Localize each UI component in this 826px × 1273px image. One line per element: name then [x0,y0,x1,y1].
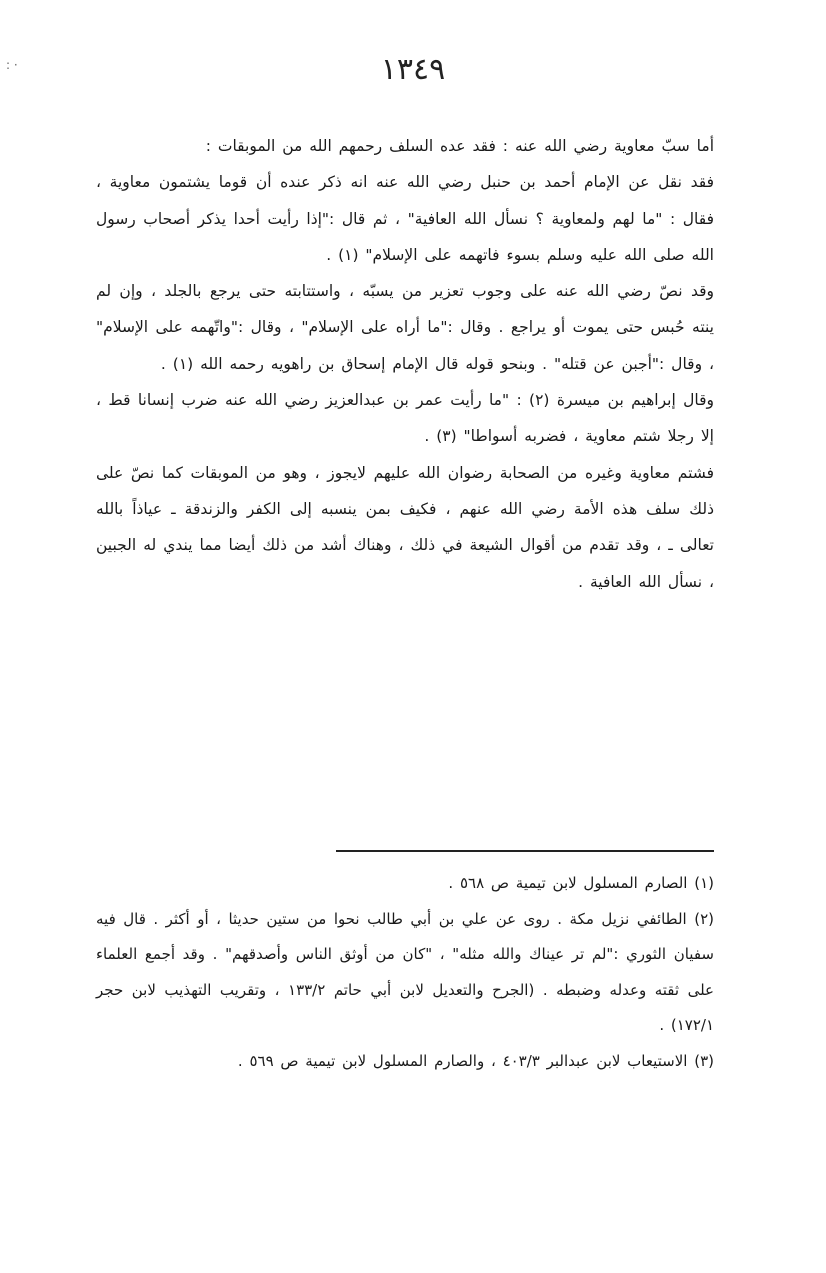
footnote-divider [336,850,714,852]
paragraph: أما سبّ معاوية رضي الله عنه : فقد عده السلف رحمهم الله من الموبقات : [205,137,714,155]
footnote: (٢) الطائفي نزيل مكة . روى عن علي بن أبي طالب نحوا من ستين حديثا ، أو أكثر . قال فيه سفيان الثوري :"لم تر عيناك والله مثله" ، "كان من أوثق الناس وأصدقهم" . وقد أجمع العلماء على ثقته وعدله وضبطه . (الجرح والتعديل لابن أبي حاتم ١٣٣/٢ ، وتقريب التهذيب لابن حجر ١٧٢/١) . [96,909,715,1034]
main-text [96,128,714,600]
paragraph: فشتم معاوية وغيره من الصحابة رضوان الله عليهم لايجوز ، وهو من الموبقات كما نصّ على ذلك سلف هذه الأمة رضي الله عنهم ، فكيف بمن ينسبه إلى الكفر والزندقة ـ عياذاً بالله تعالى ـ ، وقد تقدم من أقوال الشيعة في ذلك ، وهناك أشد من ذلك أيضا مما يندي له الجبين ، نسأل الله العافية . [96,463,714,591]
paragraph: وقال إبراهيم بن ميسرة (٢) : "ما رأيت عمر بن عبدالعزيز رضي الله عنه ضرب إنسانا قط ، إلا رجلا شتم معاوية ، فضربه أسواطا" (٣) . [96,391,714,446]
footnotes [96,866,714,1079]
page-edge-mark: : · [6,58,18,72]
paragraph: فقد نقل عن الإمام أحمد بن حنبل رضي الله عنه انه ذكر عنده أن قوما يشتمون معاوية ، فقال : "ما لهم ولمعاوية ؟ نسأل الله العافية" ، ثم قال :"إذا رأيت أحدا يذكر أصحاب رسول الله صلى الله عليه وسلم بسوء فاتهمه على الإسلام" (١) . [96,173,714,264]
footnote: (١) الصارم المسلول لابن تيمية ص ٥٦٨ . [448,874,714,892]
footnote: (٣) الاستيعاب لابن عبدالبر ٤٠٣/٣ ، والصارم المسلول لابن تيمية ص ٥٦٩ . [237,1051,714,1070]
paragraph: وقد نصّ رضي الله عنه على وجوب تعزير من يسبّه ، واستتابته حتى يرجع بالجلد ، وإن لم ينته حُبس حتى يموت أو يراجع . وقال :"ما أراه على الإسلام" ، وقال :"واتّهمه على الإسلام" ، وقال :"أجبن عن قتله" . وبنحو قوله قال الإمام إسحاق بن راهويه رحمه الله (١) . [96,282,714,373]
page-number: ١٣٤٩ [380,52,446,87]
